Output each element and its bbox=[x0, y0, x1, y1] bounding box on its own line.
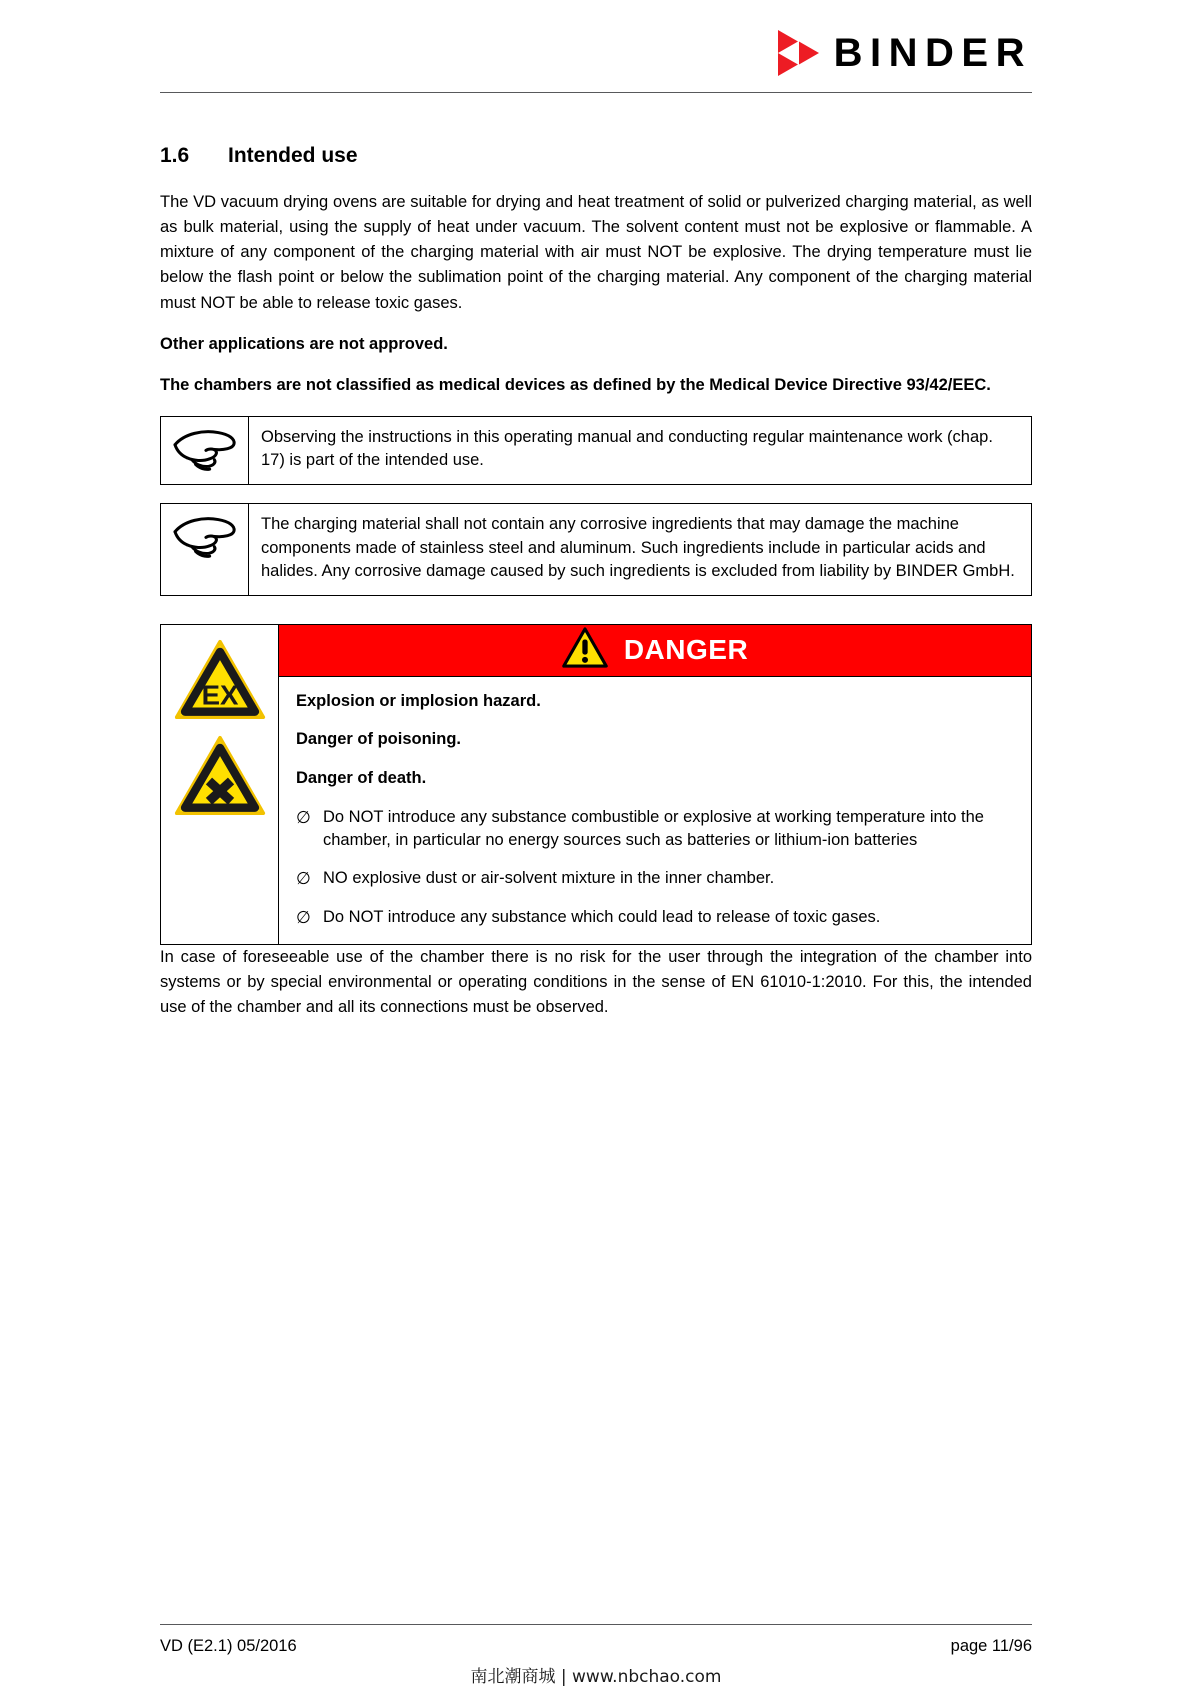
danger-body bbox=[279, 677, 1031, 944]
danger-box bbox=[160, 624, 1032, 945]
footer-page-number: page 11/96 bbox=[950, 1637, 1032, 1655]
list-item bbox=[296, 906, 1015, 930]
danger-symbols bbox=[161, 625, 279, 944]
list-item bbox=[296, 806, 1015, 852]
footer-document-id: VD (E2.1) 05/2016 bbox=[160, 1637, 297, 1655]
page-title bbox=[160, 143, 1032, 168]
danger-headline: Danger of death. bbox=[296, 768, 427, 787]
list-item bbox=[296, 867, 1015, 891]
list-item-text: Do NOT introduce any substance combustible or explosive at working temperature into the chamber, in particular no energy sources such as batteries or lithium-ion batteries bbox=[323, 808, 984, 850]
danger-prohibition-list bbox=[296, 806, 1015, 930]
prohibition-marker-icon: ∅ bbox=[296, 808, 311, 828]
page-content bbox=[0, 143, 1200, 1020]
watermark-text: 南北潮商城 | www.nbchao.com bbox=[470, 1667, 722, 1687]
medical-device-statement: The chambers are not classified as medical devices as defined by the Medical Device Directive 93/42/EEC. bbox=[160, 375, 991, 394]
note-icon-cell bbox=[161, 504, 249, 595]
list-item-text: Do NOT introduce any substance which could lead to release of toxic gases. bbox=[323, 908, 881, 926]
warning-triangle-icon bbox=[562, 627, 608, 673]
list-item-text: NO explosive dust or air-solvent mixture in the inner chamber. bbox=[323, 869, 775, 888]
page-footer bbox=[0, 1624, 1200, 1697]
section-number: 1.6 bbox=[160, 144, 190, 167]
header-divider bbox=[160, 92, 1032, 93]
binder-triangles-logo-icon bbox=[778, 30, 820, 76]
intro-paragraph: The VD vacuum drying ovens are suitable for drying and heat treatment of solid or pulverized charging material, as well as bulk material, using the supply of heat under vacuum. The solvent content must not be explosive or flammable. A mixture of any component of the charging material with air must NOT be explosive. The drying temperature must lie below the flash point or below the sublimation point of the charging material. Any component of the charging material must NOT be able to release toxic gases. bbox=[160, 193, 1032, 312]
note-text: The charging material shall not contain any corrosive ingredients that may damage the machine components made of stainless steel and aluminum. Such ingredients include in particular acids and halides. Any corrosive damage caused by such ingredients is excluded from liability by BINDER GmbH. bbox=[261, 514, 1015, 581]
danger-headline: Danger of poisoning. bbox=[296, 730, 461, 749]
danger-banner bbox=[279, 625, 1031, 677]
danger-headline: Explosion or implosion hazard. bbox=[296, 691, 541, 710]
binder-logo bbox=[778, 30, 1032, 76]
pointing-hand-icon bbox=[171, 513, 239, 563]
note-box bbox=[160, 416, 1032, 485]
toxic-hazard-x-icon bbox=[174, 735, 266, 821]
other-applications-statement: Other applications are not approved. bbox=[160, 334, 448, 353]
explosion-hazard-ex-icon bbox=[174, 639, 266, 725]
note-text: Observing the instructions in this operating manual and conducting regular maintenance work (chap. 17) is part of the intended use. bbox=[261, 427, 993, 470]
footer-row bbox=[160, 1625, 1032, 1656]
closing-paragraph: In case of foreseeable use of the chamber there is no risk for the user through the integration of the chamber into systems or by special environmental or operating conditions in the sense of EN 61010-1:2010. For this, the intended use of the chamber and all its connections must be observed. bbox=[160, 947, 1032, 1016]
page-header bbox=[0, 0, 1200, 84]
section-title-text: Intended use bbox=[228, 144, 358, 167]
danger-banner-label: DANGER bbox=[623, 634, 749, 666]
note-icon-cell bbox=[161, 417, 249, 484]
note-box bbox=[160, 503, 1032, 596]
binder-logo-text: BINDER bbox=[833, 31, 1032, 75]
pointing-hand-icon bbox=[171, 426, 239, 476]
prohibition-marker-icon: ∅ bbox=[296, 869, 311, 889]
svg-text:EX: EX bbox=[201, 679, 238, 711]
prohibition-marker-icon: ∅ bbox=[296, 908, 311, 927]
danger-content bbox=[279, 625, 1031, 944]
